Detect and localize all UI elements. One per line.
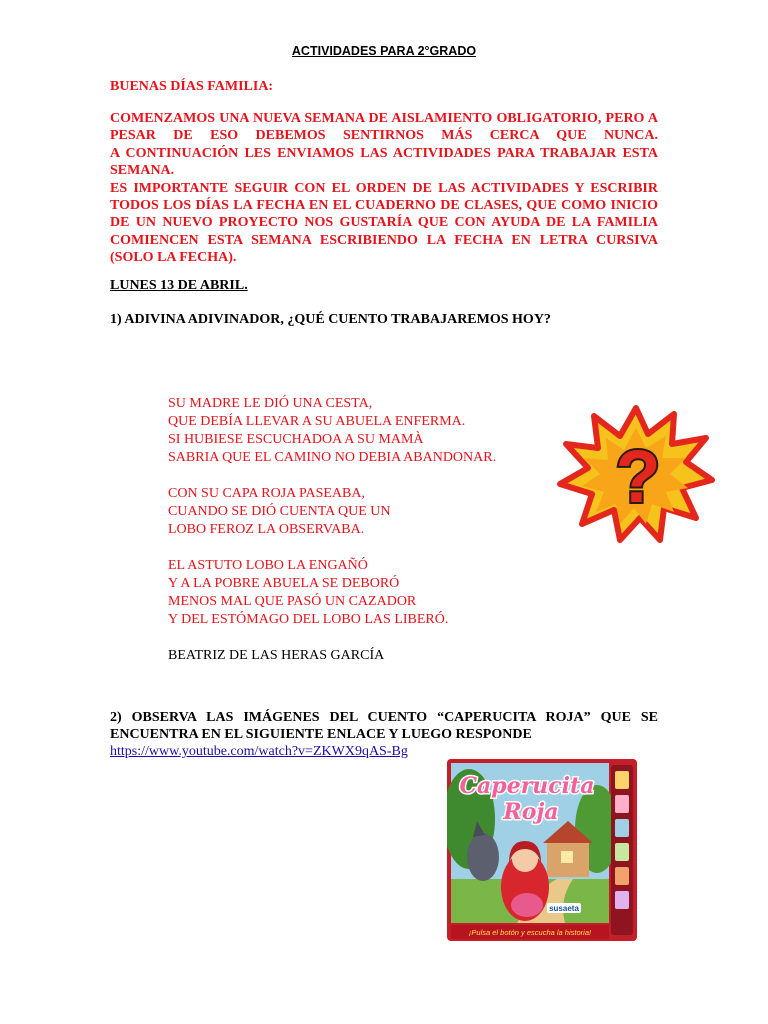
book-publisher: susaeta (549, 904, 579, 913)
badge-question-mark: ? (615, 435, 661, 518)
page-title: ACTIVIDADES PARA 2°GRADO (291, 44, 477, 58)
youtube-link[interactable]: https://www.youtube.com/watch?v=ZKWX9qAS-Bg (110, 744, 408, 759)
question-2-line-2: ENCUENTRA EN EL SIGUIENTE ENLACE Y LUEGO RESPONDE (110, 727, 532, 742)
poem-line: Y A LA POBRE ABUELA SE DEBORÓ (168, 576, 400, 591)
poem-line: SU MADRE LE DIÓ UNA CESTA, (168, 396, 373, 411)
poem-line: CON SU CAPA ROJA PASEABA, (168, 486, 365, 501)
book-sound-button (615, 843, 629, 861)
book-title-line-1: Caperucita (459, 773, 595, 799)
book-sound-button (615, 891, 629, 909)
question-mark-icon (556, 404, 716, 544)
question-2 (110, 709, 658, 743)
poem-stanza-2 (168, 485, 496, 539)
poem-line: LOBO FEROZ LA OBSERVABA. (168, 522, 365, 537)
poem-author: BEATRIZ DE LAS HERAS GARCÍA (168, 648, 385, 663)
poem-line: QUE DEBÍA LLEVAR A SU ABUELA ENFERMA. (168, 414, 466, 429)
book-girl-dress (511, 893, 543, 917)
poem-stanza-1 (168, 395, 496, 467)
book-cover-image (447, 759, 637, 941)
book-sound-button (615, 867, 629, 885)
poem-line: EL ASTUTO LOBO LA ENGAÑÓ (168, 558, 368, 573)
intro-paragraph-3: ES IMPORTANTE SEGUIR CON EL ORDEN DE LAS ACTIVIDADES Y ESCRIBIR TODOS LOS DÍAS LA FECHA EN EL CUADERNO DE CLASES, QUE COMO INICIO DE UN NUEVO PROYECTO NOS GUSTARÍA QUE CON AYUDA DE LA FAMILIA COMIENCEN ESTA SEMANA ESCRIBIENDO LA FECHA EN LETRA CURSIVA (SOLO LA FECHA). (110, 180, 658, 266)
poem-stanza-3 (168, 557, 496, 629)
book-house-window (561, 851, 573, 863)
greeting: BUENAS DÍAS FAMILIA: (110, 79, 274, 94)
question-2-line-1: 2) OBSERVA LAS IMÁGENES DEL CUENTO “CAPERUCITA ROJA” QUE SE (110, 710, 658, 725)
intro-paragraph-2: A CONTINUACIÓN LES ENVIAMOS LAS ACTIVIDADES PARA TRABAJAR ESTA SEMANA. (110, 145, 658, 179)
intro-text (110, 110, 658, 267)
book-footer-text: ¡Pulsa el botón y escucha la historia! (468, 928, 592, 937)
book-sound-button (615, 819, 629, 837)
poem-line: MENOS MAL QUE PASÓ UN CAZADOR (168, 594, 417, 609)
poem-line: SABRIA QUE EL CAMINO NO DEBIA ABANDONAR. (168, 450, 497, 465)
book-title-line-2: Roja (503, 799, 559, 825)
book-sound-button (615, 795, 629, 813)
poem-line: Y DEL ESTÓMAGO DEL LOBO LAS LIBERÓ. (168, 612, 449, 627)
intro-paragraph-1: COMENZAMOS UNA NUEVA SEMANA DE AISLAMIENTO OBLIGATORIO, PERO A PESAR DE ESO DEBEMOS SENTIRNOS MÁS CERCA QUE NUNCA. (110, 111, 658, 144)
riddle-poem (168, 395, 496, 665)
book-sound-button (615, 771, 629, 789)
question-1: 1) ADIVINA ADIVINADOR, ¿QUÉ CUENTO TRABAJAREMOS HOY? (110, 312, 551, 327)
poem-line: CUANDO SE DIÓ CUENTA QUE UN (168, 504, 391, 519)
poem-line: SI HUBIESE ESCUCHADOA A SU MAMÀ (168, 432, 424, 447)
book-wolf (467, 833, 499, 881)
day-heading: LUNES 13 DE ABRIL. (110, 278, 248, 293)
